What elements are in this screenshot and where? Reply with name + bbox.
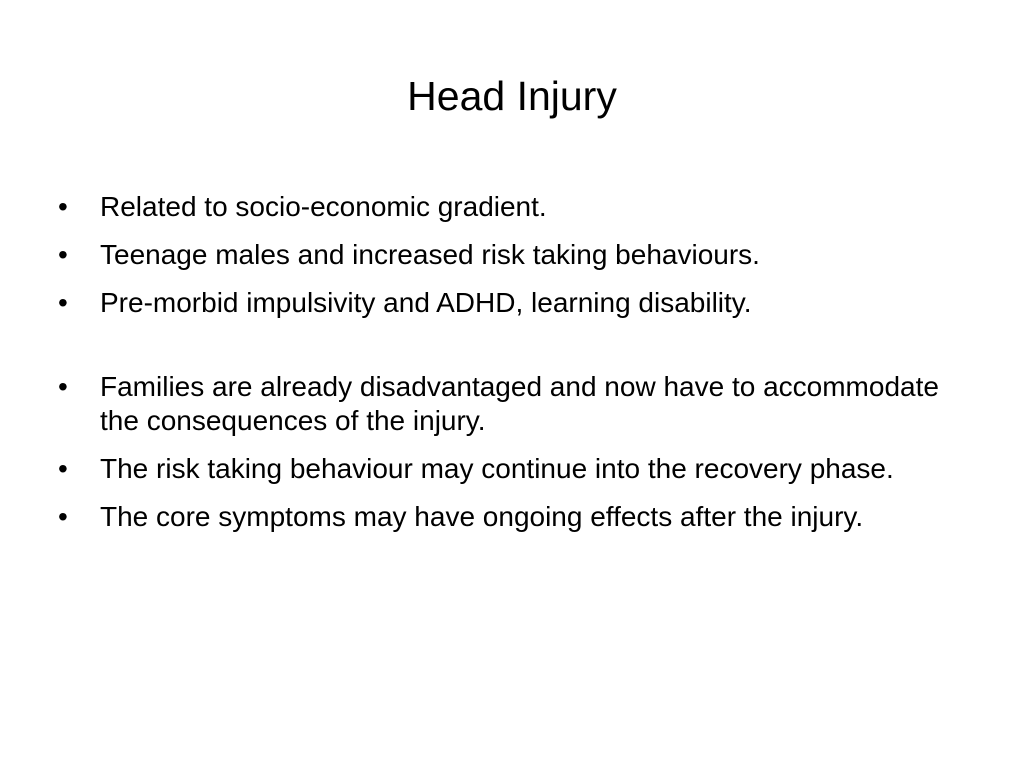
bullet-item	[58, 286, 978, 320]
bullet-marker: •	[58, 239, 68, 270]
bullet-list	[58, 190, 978, 548]
bullet-text: The risk taking behaviour may continue into the recovery phase.	[100, 453, 894, 484]
bullet-text: Pre-morbid impulsivity and ADHD, learning disability.	[100, 287, 752, 318]
bullet-item	[58, 452, 978, 486]
bullet-marker: •	[58, 501, 68, 532]
bullet-text: The core symptoms may have ongoing effects after the injury.	[100, 501, 864, 532]
bullet-item	[58, 370, 978, 438]
bullet-text: Families are already disadvantaged and now have to accommodate the consequences of the injury.	[100, 371, 939, 436]
bullet-item	[58, 500, 978, 534]
bullet-text: Teenage males and increased risk taking behaviours.	[100, 239, 760, 270]
slide-title: Head Injury	[407, 73, 617, 119]
bullet-marker: •	[58, 287, 68, 318]
bullet-text: Related to socio-economic gradient.	[100, 191, 547, 222]
bullet-marker: •	[58, 191, 68, 222]
bullet-marker: •	[58, 453, 68, 484]
bullet-marker: •	[58, 371, 68, 402]
bullet-item	[58, 238, 978, 272]
bullet-item	[58, 190, 978, 224]
